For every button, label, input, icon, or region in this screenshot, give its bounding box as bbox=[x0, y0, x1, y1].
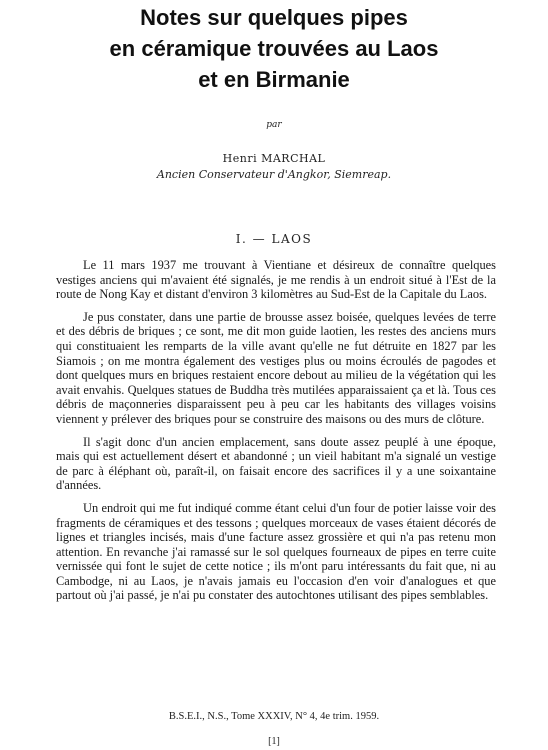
author-affiliation: Ancien Conservateur d'Angkor, Siemreap. bbox=[156, 168, 392, 181]
paragraph-4: Un endroit qui me fut indiqué comme étant celui d'un four de potier laisse voir des fragments de céramiques et des tessons ; quelques morceaux de vases étaient décorés de lignes et triangles incisés, mais d'une facture assez grossière et qui n'a pas retenu mon attention. En revanche j'ai ramassé sur le sol quelques fourneaux de pipes en terre cuite vernissée qui font le sujet de cette notice ; ils m'ont paru intéressants du fait que, ni au Cambodge, ni au Laos, je n'avais jamais eu l'occasion d'en voir d'analogues et que partout où j'ai passé, je n'ai pu constater des autochtones utilisant des pipes semblables. bbox=[56, 500, 496, 603]
journal-citation: B.S.E.I., N.S., Tome XXXIV, N° 4, 4e trim. 1959. bbox=[168, 711, 380, 722]
byline-par: par bbox=[266, 120, 282, 130]
page-number: [1] bbox=[268, 736, 280, 747]
paragraph-3: Il s'agit donc d'un ancien emplacement, sans doute assez peuplé à une époque, mais qui est actuellement désert et abandonné ; un vieil habitant m'a signalé un vestige de parc à éléphant où, paraît-il, on faisait encore des sacrifices il y a une soixantaine d'années. bbox=[56, 434, 496, 493]
paragraph-2: Je pus constater, dans une partie de brousse assez boisée, quelques levées de terre et des débris de briques ; ce sont, me dit mon guide laotien, les restes des anciens murs qui constituaient les remparts de la ville avant qu'elle ne fut détruite en 1827 par les Siamois ; on me montra également des vestiges plus ou moins écroulés de pagodes et dont quelques murs en briques restaient encore debout au milieu de la végétation qui les avait envahis. Quelques statues de Buddha très mutilées apparaissaient ça et là. Tous ces débris de maçonneries disparaissent peu à peu car les habitants des villages voisins viennent y prélever des briques pour se construire des maisons ou des murs de clôture. bbox=[56, 309, 496, 426]
paragraph-1: Le 11 mars 1937 me trouvant à Vientiane et désireux de connaître quelques vestiges anciens qui m'avaient été signalés, je me rendis à un endroit situé à l'Est de la route de Nong Kay et distant d'environ 3 kilomètres au Sud-Est de la Capitale du Laos. bbox=[56, 258, 496, 302]
title-line-2: en céramique trouvées au Laos bbox=[109, 36, 439, 61]
section-heading: I. — LAOS bbox=[235, 232, 313, 246]
title-line-1: Notes sur quelques pipes bbox=[140, 5, 408, 30]
author-name: Henri MARCHAL bbox=[222, 152, 326, 165]
article-title bbox=[40, 2, 508, 95]
title-line-3: et en Birmanie bbox=[198, 67, 350, 92]
article-body bbox=[56, 258, 496, 611]
